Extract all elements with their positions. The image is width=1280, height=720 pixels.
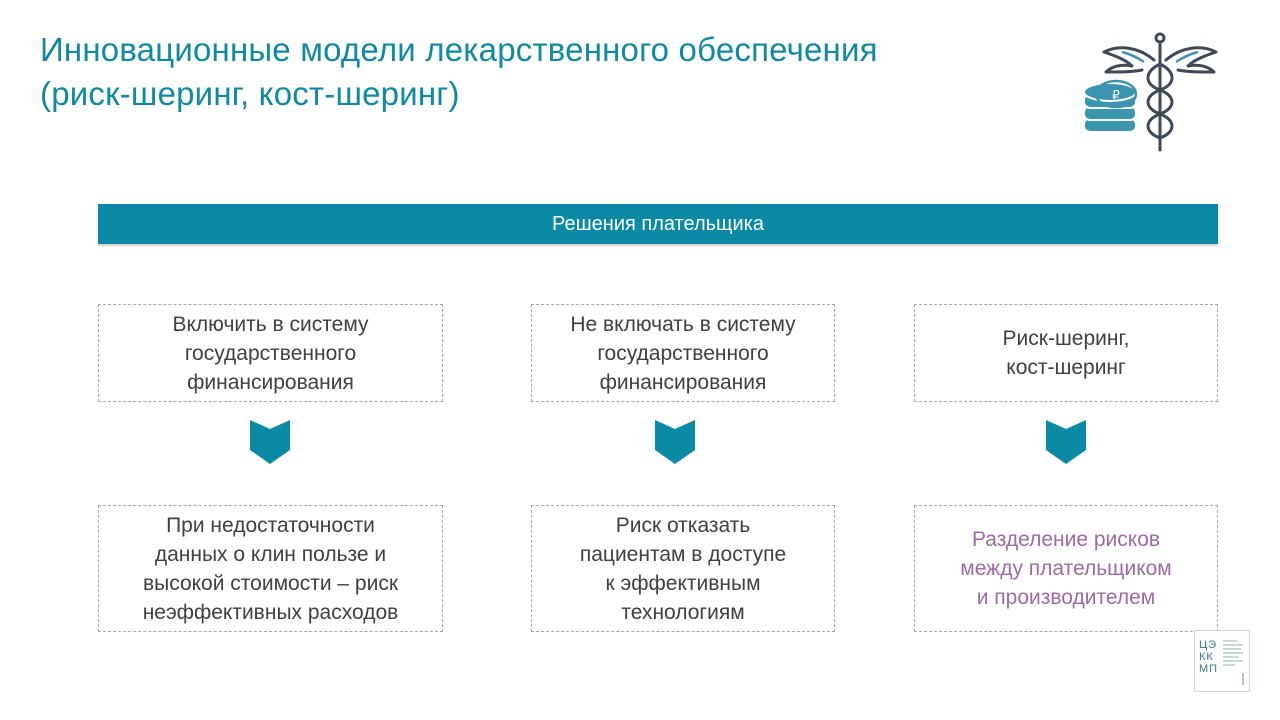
title-line-2: (риск-шеринг, кост-шеринг) (40, 75, 460, 112)
payer-decisions-banner (98, 204, 1218, 244)
decision-include-box (98, 304, 443, 402)
consequence-exclude-box (531, 505, 835, 632)
decision-risk-sharing-text: Риск-шеринг, кост-шеринг (1002, 327, 1130, 379)
consequence-include-box (98, 505, 443, 632)
title-line-1: Инновационные модели лекарственного обеспечения (40, 31, 878, 68)
decision-risk-sharing-box (914, 304, 1218, 402)
decision-exclude-box (531, 304, 835, 402)
consequence-exclude-text: Риск отказать пациентам в доступе к эффективным технологиям (579, 513, 787, 624)
consequence-risk-sharing-text: Разделение рисков между плательщиком и производителем (960, 528, 1172, 609)
organization-logo (1194, 630, 1250, 692)
svg-text:₽: ₽ (1112, 88, 1120, 102)
consequence-risk-sharing-box (914, 505, 1218, 632)
chevron-down-icon (655, 420, 695, 464)
logo-fine-print-graphic (1223, 639, 1245, 687)
page-title (40, 28, 1040, 116)
decision-include-text: Включить в систему государственного финансирования (172, 312, 369, 394)
chevron-down-icon (250, 420, 290, 464)
consequence-include-text: При недостаточности данных о клин пользе и высокой стоимости – риск неэффективных расходов (142, 513, 399, 624)
chevron-down-icon (1046, 420, 1086, 464)
decision-exclude-text: Не включать в систему государственного финансирования (570, 312, 796, 394)
banner-label: Решения плательщика (552, 212, 764, 235)
caduceus-coins-icon (1082, 30, 1222, 156)
logo-letters: ЦЭ КК МП (1199, 639, 1219, 675)
